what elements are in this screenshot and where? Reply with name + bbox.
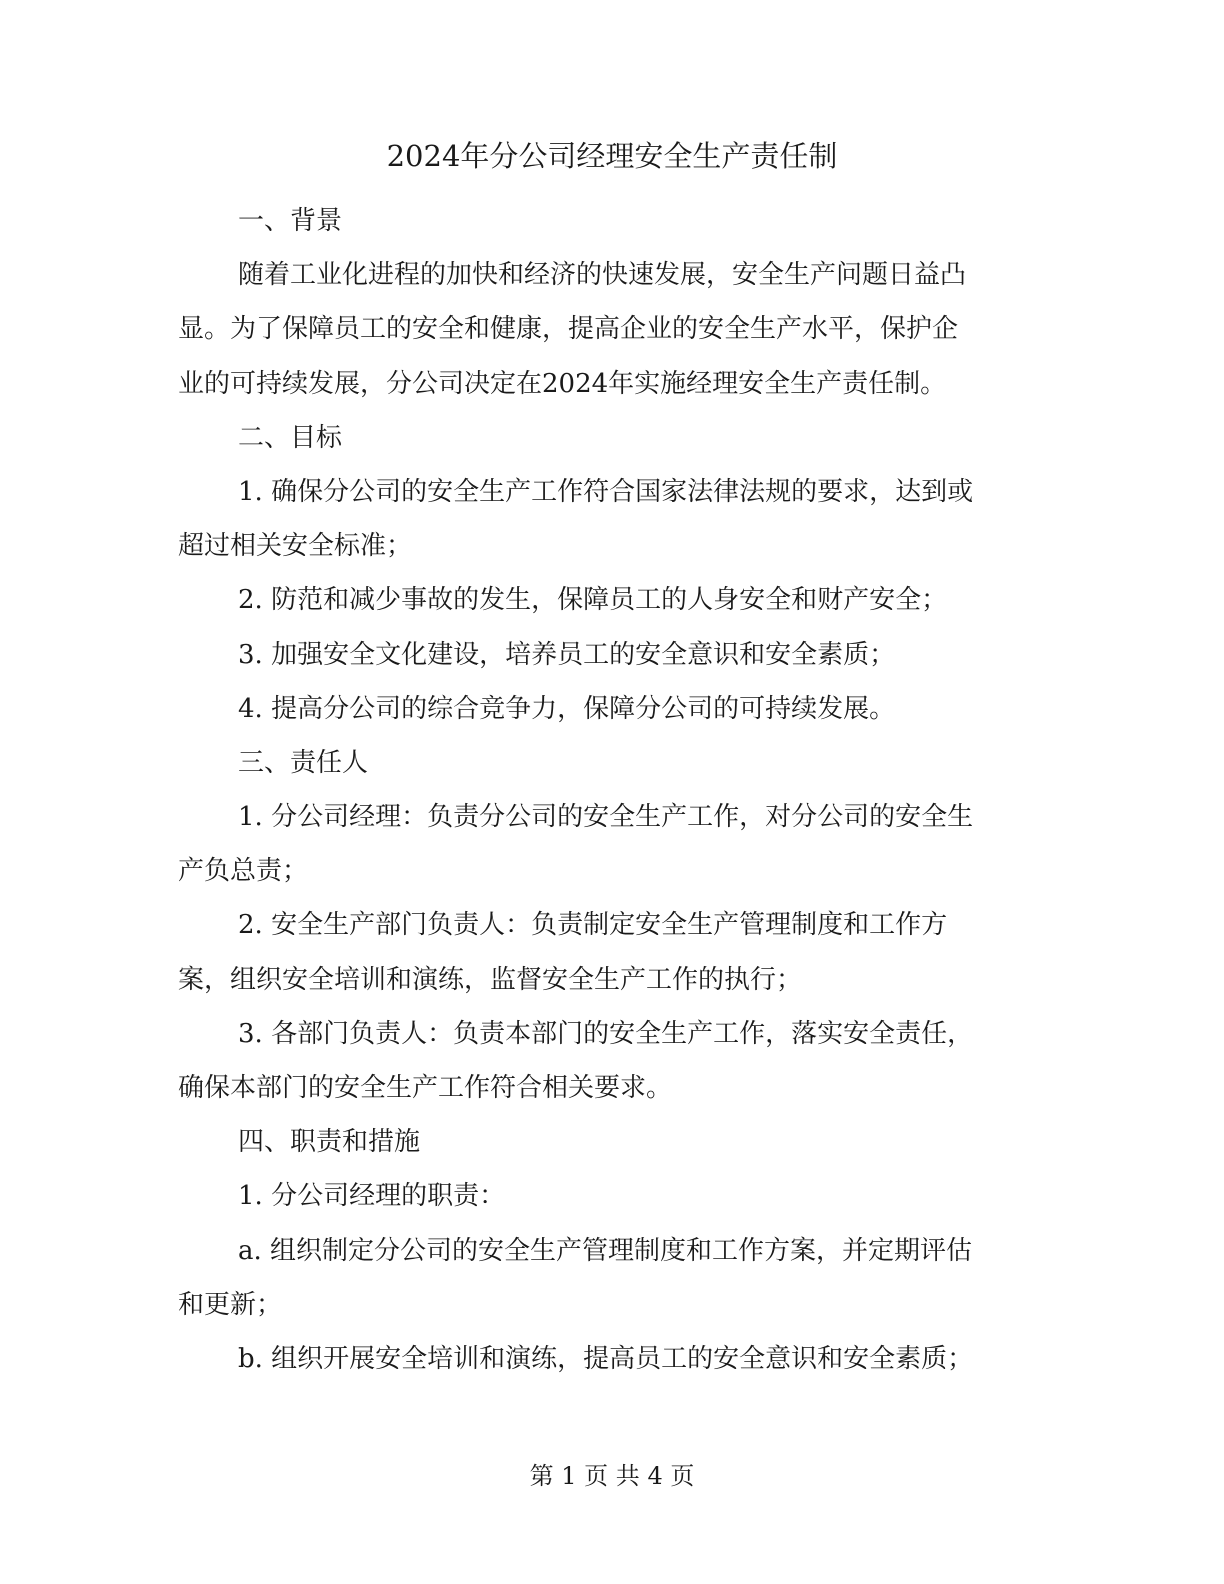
paragraph-line: 2. 安全生产部门负责人：负责制定安全生产管理制度和工作方 (238, 910, 948, 941)
paragraph-line: 确保本部门的安全生产工作符合相关要求。 (178, 1073, 673, 1103)
paragraph-line: 产负总责； (178, 856, 309, 887)
paragraph-line: 1. 分公司经理的职责： (238, 1181, 506, 1212)
paragraph-line: 1. 确保分公司的安全生产工作符合国家法律法规的要求，达到或 (238, 476, 974, 507)
paragraph-line: 显。为了保障员工的安全和健康，提高企业的安全生产水平，保护企 (178, 314, 959, 345)
paragraph-line: 案，组织安全培训和演练，监督安全生产工作的执行； (178, 964, 803, 995)
paragraph-line: 超过相关安全标准； (178, 531, 413, 562)
paragraph-line: 1. 分公司经理：负责分公司的安全生产工作，对分公司的安全生 (238, 802, 974, 833)
document-body (178, 194, 1034, 1386)
paragraph-line: 3. 加强安全文化建设，培养员工的安全意识和安全素质； (238, 639, 896, 670)
paragraph-line: a. 组织制定分公司的安全生产管理制度和工作方案，并定期评估 (238, 1235, 973, 1266)
paragraph-line: 随着工业化进程的加快和经济的快速发展，安全生产问题日益凸 (238, 260, 967, 291)
document-title: 2024年分公司经理安全生产责任制 (386, 139, 838, 173)
paragraph-line: 一、背景 (238, 206, 343, 236)
paragraph-line: b. 组织开展安全培训和演练，提高员工的安全意识和安全素质； (238, 1343, 974, 1374)
paragraph-line: 三、责任人 (238, 747, 369, 778)
paragraph-line: 二、目标 (238, 422, 343, 453)
paragraph-line: 3. 各部门负责人：负责本部门的安全生产工作，落实安全责任， (238, 1018, 974, 1049)
paragraph-line: 业的可持续发展，分公司决定在2024年实施经理安全生产责任制。 (178, 368, 947, 399)
page-footer: 第 1 页 共 4 页 (529, 1462, 695, 1490)
paragraph-line: 2. 防范和减少事故的发生，保障员工的人身安全和财产安全； (238, 585, 948, 616)
paragraph-line: 4. 提高分公司的综合竞争力，保障分公司的可持续发展。 (238, 693, 896, 724)
paragraph-line: 四、职责和措施 (238, 1127, 421, 1158)
paragraph-line: 和更新； (178, 1289, 283, 1320)
